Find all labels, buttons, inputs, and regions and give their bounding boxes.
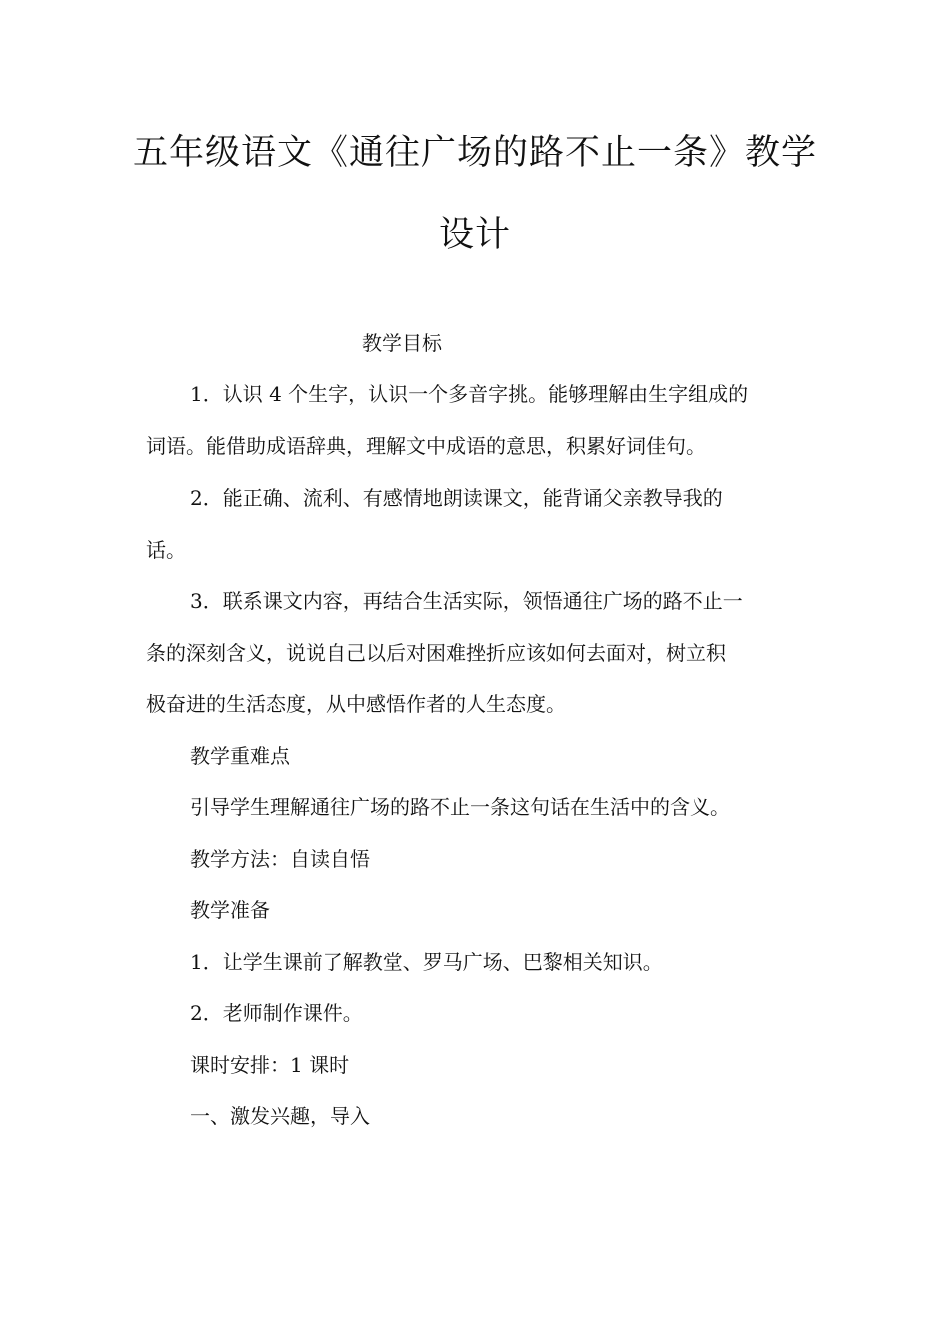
- class-schedule: 课时安排：1 课时: [190, 1053, 350, 1077]
- objective-3-line-3: 极奋进的生活态度，从中感悟作者的人生态度。: [146, 692, 566, 716]
- objective-2-line-2: 话。: [146, 538, 186, 562]
- objective-3-line-2: 条的深刻含义，说说自己以后对困难挫折应该如何去面对，树立积: [146, 641, 726, 665]
- preparation-item-1: 1．让学生课前了解教堂、罗马广场、巴黎相关知识。: [190, 950, 663, 974]
- title-line-1: 五年级语文《通往广场的路不止一条》教学: [132, 133, 817, 173]
- objective-3-line-1: 3．联系课文内容，再结合生活实际，领悟通往广场的路不止一: [190, 589, 743, 613]
- title-line-2: 设计: [438, 215, 511, 255]
- objective-1-line-2: 词语。能借助成语辞典，理解文中成语的意思，积累好词佳句。: [146, 434, 706, 458]
- keypoints-text: 引导学生理解通往广场的路不止一条这句话在生活中的含义。: [190, 795, 730, 819]
- step-1-heading: 一、激发兴趣，导入: [190, 1104, 370, 1128]
- section-heading-preparation: 教学准备: [190, 898, 270, 922]
- objective-1-line-1: 1．认识 4 个生字，认识一个多音字挑。能够理解由生字组成的: [190, 382, 749, 406]
- objective-2-line-1: 2．能正确、流利、有感情地朗读课文，能背诵父亲教导我的: [190, 486, 723, 510]
- preparation-item-2: 2．老师制作课件。: [190, 1001, 363, 1025]
- section-heading-keypoints: 教学重难点: [190, 744, 290, 768]
- section-heading-objectives: 教学目标: [362, 331, 442, 355]
- teaching-method: 教学方法：自读自悟: [190, 847, 370, 871]
- document-title: [130, 112, 820, 276]
